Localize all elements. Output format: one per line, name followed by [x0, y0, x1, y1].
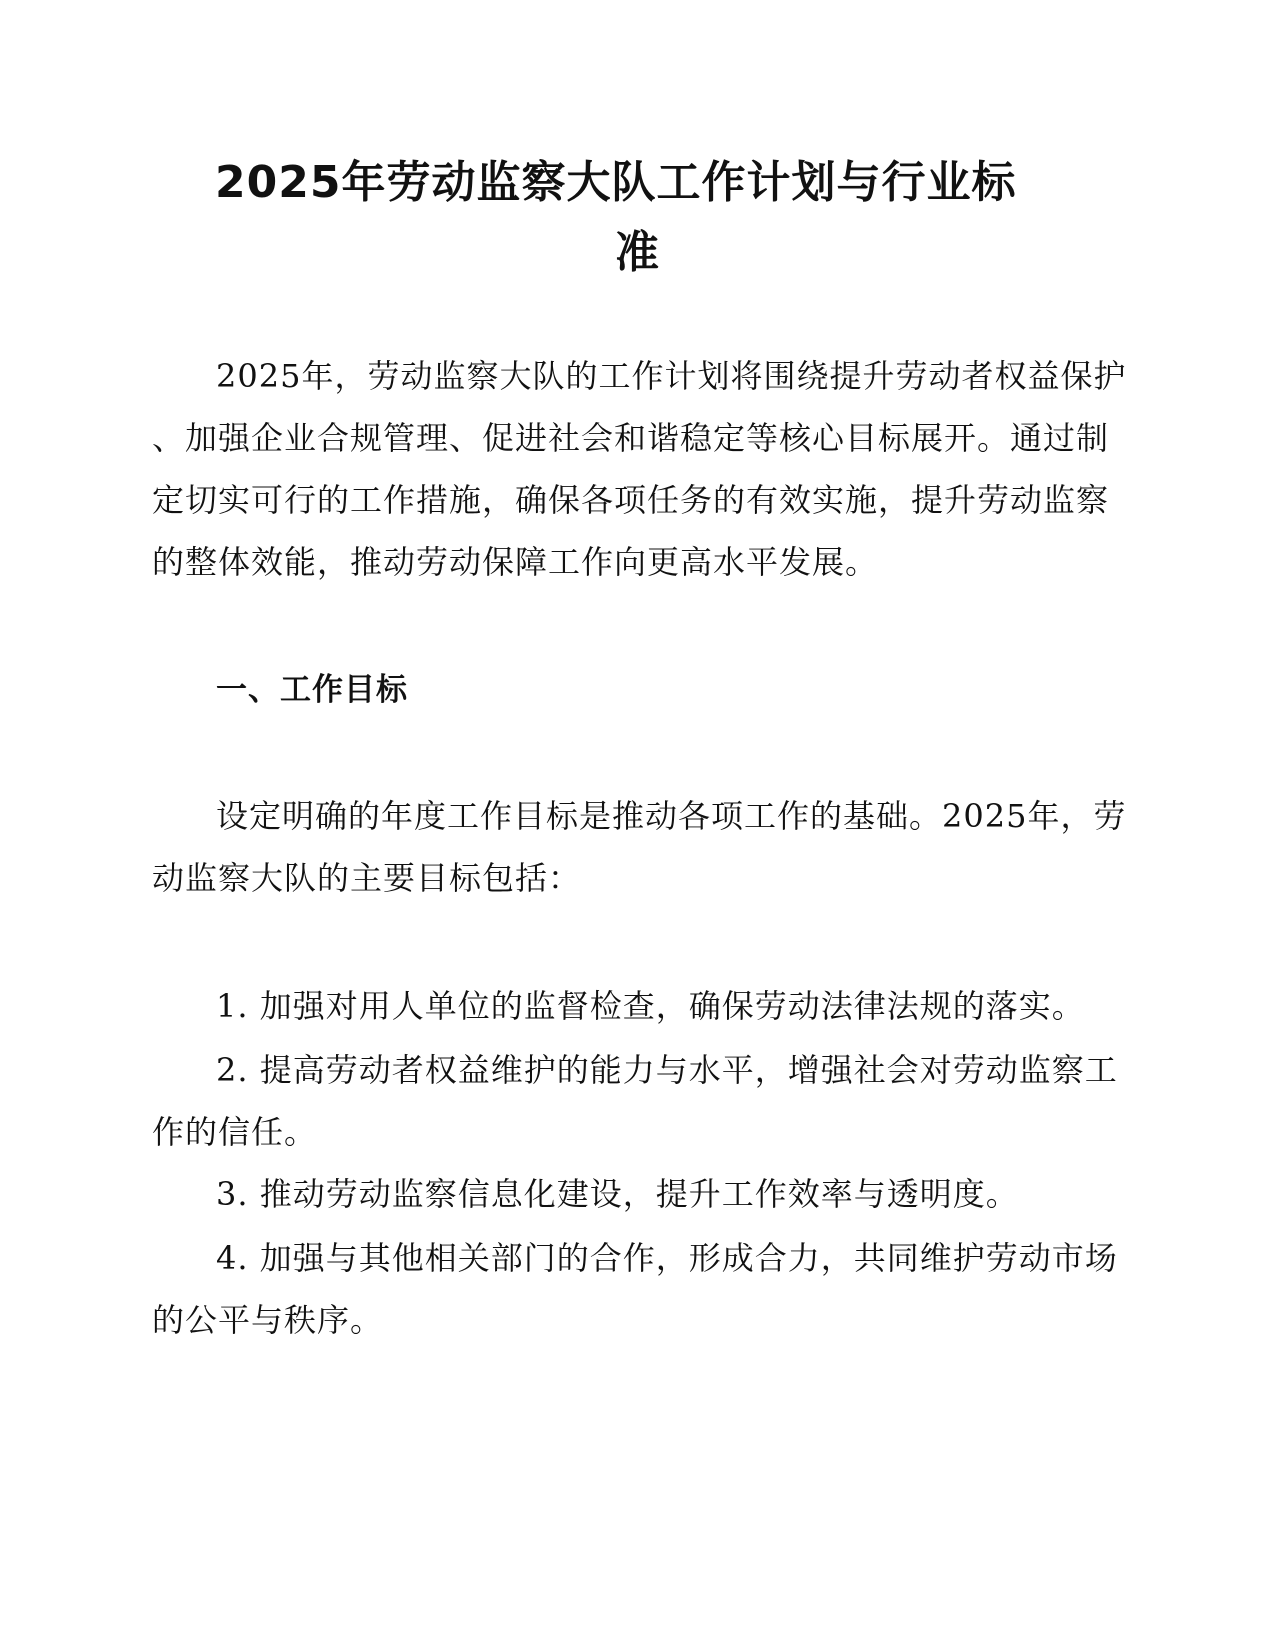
intro-paragraph-line: 、加强企业合规管理、促进社会和谐稳定等核心目标展开。通过制 — [152, 419, 1110, 457]
goal-item-3: 3. 推动劳动监察信息化建设，提升工作效率与透明度。 — [216, 1175, 1019, 1213]
goals-intro-line: 动监察大队的主要目标包括： — [152, 859, 582, 897]
document-title-line-2: 准 — [615, 227, 660, 278]
goal-item-2: 2. 提高劳动者权益维护的能力与水平，增强社会对劳动监察工 — [216, 1051, 1118, 1089]
intro-paragraph-line: 2025年，劳动监察大队的工作计划将围绕提升劳动者权益保护 — [216, 357, 1127, 395]
goal-item-1: 1. 加强对用人单位的监督检查，确保劳动法律法规的落实。 — [216, 987, 1085, 1025]
intro-paragraph-line: 定切实可行的工作措施，确保各项任务的有效实施，提升劳动监察 — [152, 481, 1110, 519]
document-title-line-1: 2025年劳动监察大队工作计划与行业标 — [215, 157, 1017, 208]
goal-item-4-continued: 的公平与秩序。 — [152, 1301, 384, 1339]
intro-paragraph-line: 的整体效能，推动劳动保障工作向更高水平发展。 — [152, 543, 879, 581]
goals-intro-line: 设定明确的年度工作目标是推动各项工作的基础。2025年，劳 — [216, 797, 1127, 835]
goal-item-4: 4. 加强与其他相关部门的合作，形成合力，共同维护劳动市场 — [216, 1239, 1118, 1277]
goal-item-2-continued: 作的信任。 — [152, 1113, 318, 1151]
section-heading-goals: 一、工作目标 — [216, 672, 408, 708]
